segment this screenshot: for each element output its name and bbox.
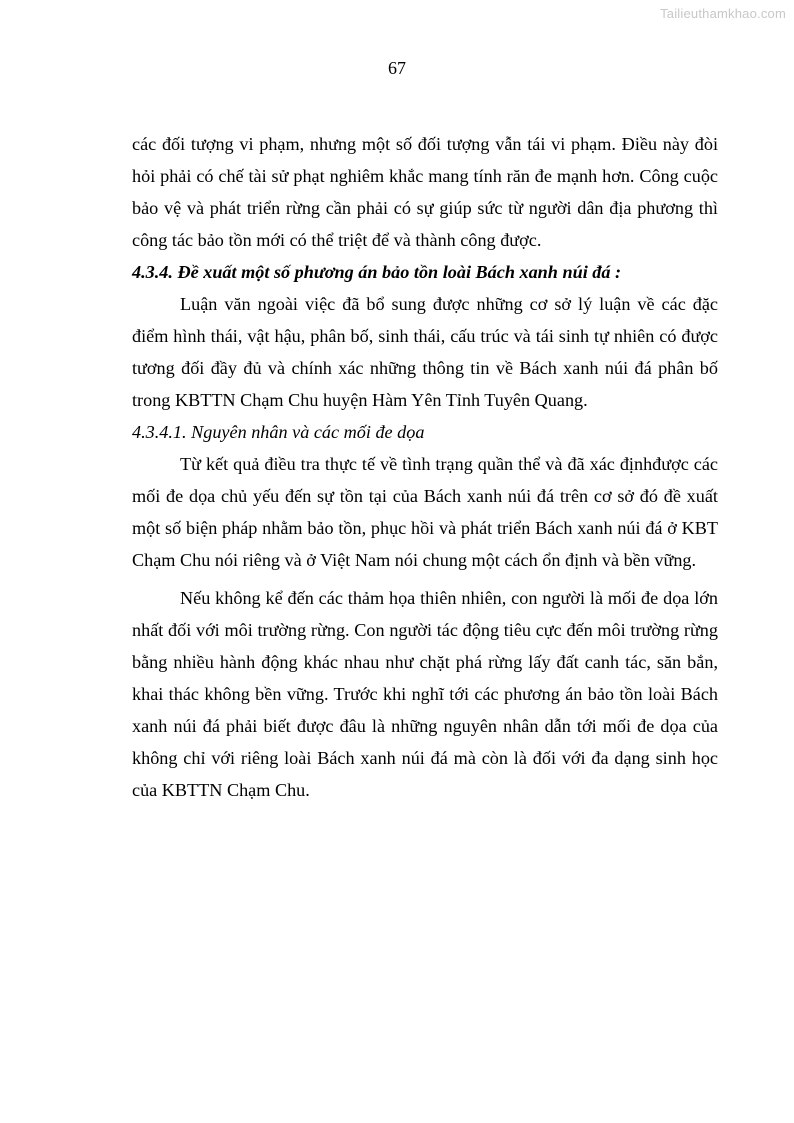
watermark: Tailieuthamkhao.com — [660, 6, 786, 21]
paragraph-thesis-summary: Luận văn ngoài việc đã bổ sung được những cơ sở lý luận về các đặc điểm hình thái, vật hậu, phân bố, sinh thái, cấu trúc và tái sinh tự nhiên có được tương đối đầy đủ và chính xác những thông tin về Bách xanh núi đá phân bố trong KBTTN Chạm Chu huyện Hàm Yên Tỉnh Tuyên Quang. — [132, 294, 718, 410]
document-body — [132, 128, 718, 806]
page-number: 67 — [388, 58, 406, 78]
section-heading-4-3-4: 4.3.4. Đề xuất một số phương án bảo tồn loài Bách xanh núi đá : — [132, 262, 622, 282]
paragraph-continuation: các đối tượng vi phạm, nhưng một số đối tượng vẫn tái vi phạm. Điều này đòi hỏi phải có chế tài sử phạt nghiêm khắc mang tính răn đe mạnh hơn. Công cuộc bảo vệ và phát triển rừng cần phải có sự giúp sức từ người dân địa phương thì công tác bảo tồn mới có thể triệt để và thành công được. — [132, 134, 718, 250]
subsection-heading-4-3-4-1: 4.3.4.1. Nguyên nhân và các mối đe dọa — [132, 422, 425, 442]
paragraph-human-threats: Nếu không kể đến các thảm họa thiên nhiên, con người là mối đe dọa lớn nhất đối với môi trường rừng. Con người tác động tiêu cực đến môi trường rừng bằng nhiều hành động khác nhau như chặt phá rừng lấy đất canh tác, săn bắn, khai thác không bền vững. Trước khi nghĩ tới các phương án bảo tồn loài Bách xanh núi đá phải biết được đâu là những nguyên nhân dẫn tới mối đe dọa của không chỉ với riêng loài Bách xanh núi đá mà còn là đối với đa dạng sinh học của KBTTN Chạm Chu. — [132, 588, 718, 800]
paragraph-threats-survey: Từ kết quả điều tra thực tế về tình trạng quần thể và đã xác địnhđược các mối đe dọa chủ yếu đến sự tồn tại của Bách xanh núi đá trên cơ sở đó đề xuất một số biện pháp nhằm bảo tồn, phục hồi và phát triển Bách xanh núi đá ở KBT Chạm Chu nói riêng và ở Việt Nam nói chung một cách ổn định và bền vững. — [132, 454, 718, 570]
